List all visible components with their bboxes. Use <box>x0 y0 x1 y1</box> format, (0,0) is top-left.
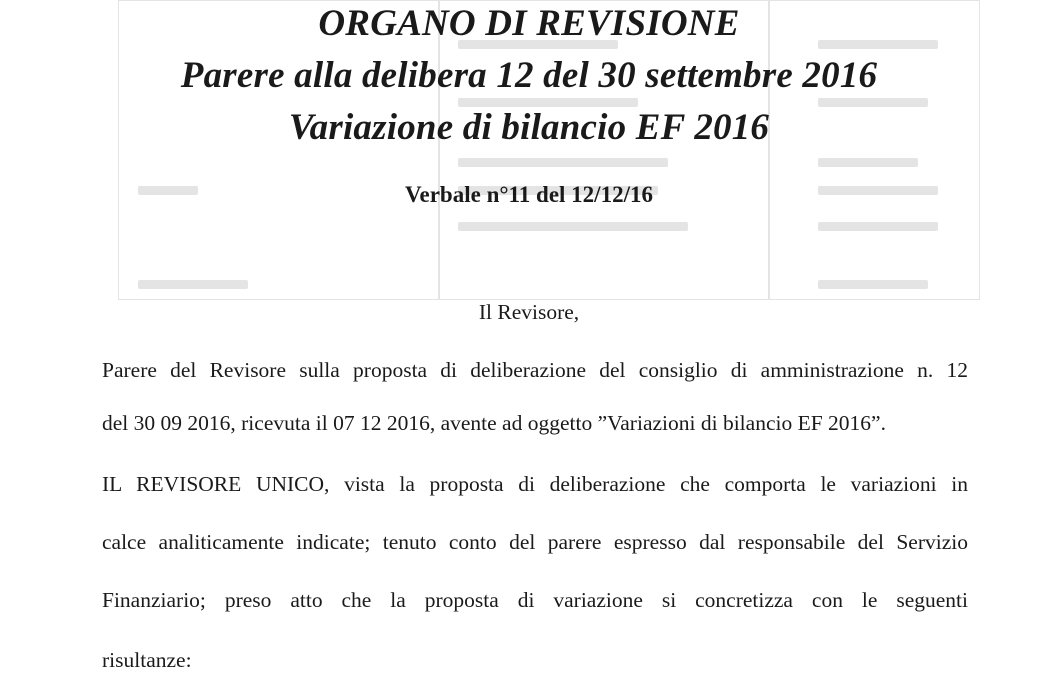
body-line-1: Parere del Revisore sulla proposta di deliberazione del consiglio di amministrazione n. 12 <box>102 358 968 382</box>
body-line-4: calce analiticamente indicate; tenuto conto del parere espresso dal responsabile del Servizio <box>102 530 968 554</box>
bleed-through-table <box>118 0 978 300</box>
document-subject: Variazione di bilancio EF 2016 <box>288 107 770 148</box>
salutation: Il Revisore, <box>478 300 580 324</box>
verbale-number: Verbale n°11 del 12/12/16 <box>405 182 653 207</box>
document-subtitle: Parere alla delibera 12 del 30 settembre 2016 <box>180 55 878 96</box>
document-title: ORGANO DI REVISIONE <box>318 3 740 44</box>
body-line-6: risultanze: <box>102 648 192 672</box>
body-line-2: del 30 09 2016, ricevuta il 07 12 2016, avente ad oggetto ”Variazioni di bilancio EF 2016”. <box>102 411 886 435</box>
body-line-3: IL REVISORE UNICO, vista la proposta di deliberazione che comporta le variazioni in <box>102 472 968 496</box>
body-line-5: Finanziario; preso atto che la proposta di variazione si concretizza con le seguenti <box>102 588 968 612</box>
